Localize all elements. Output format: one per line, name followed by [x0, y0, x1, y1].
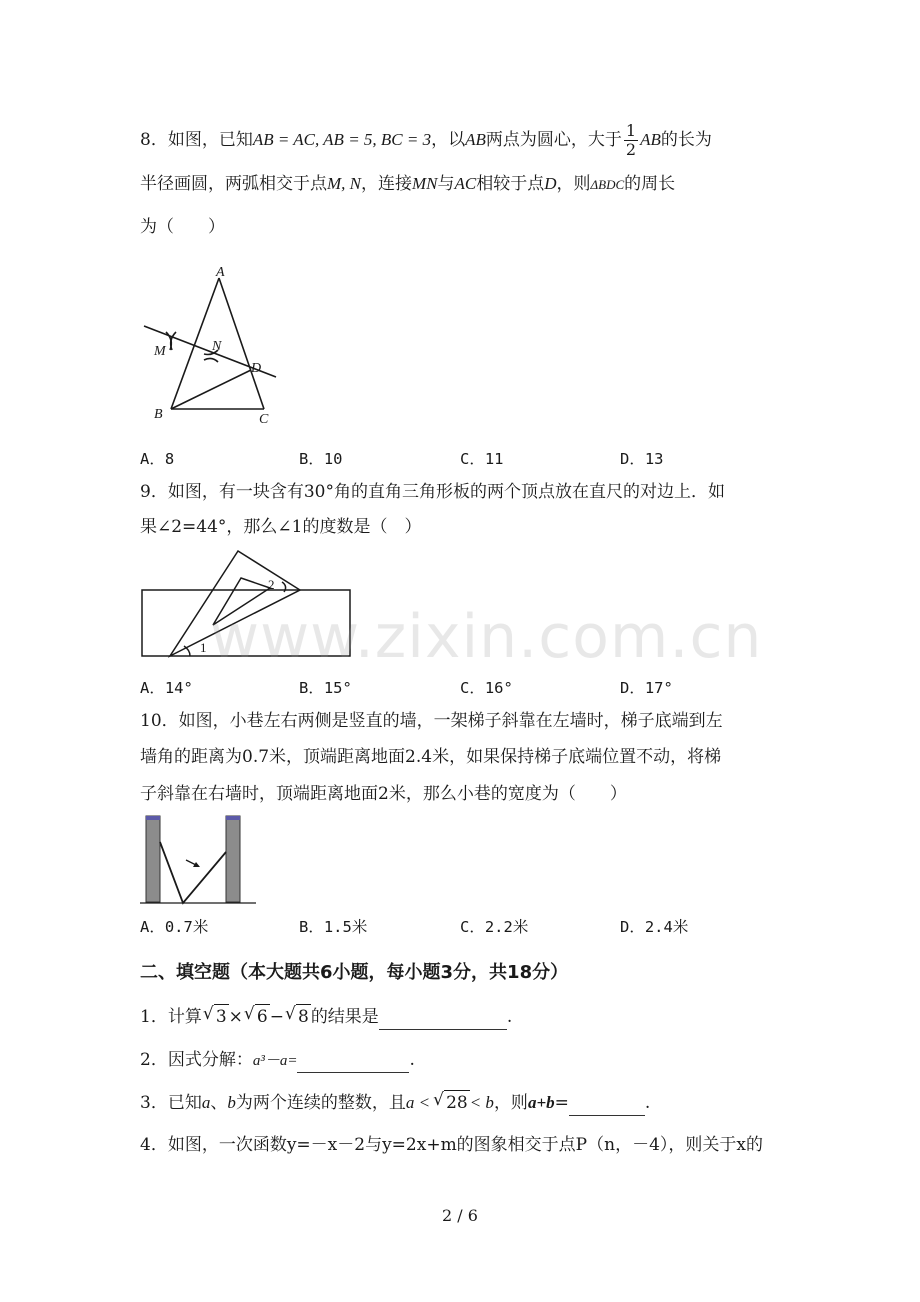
q8-ab: AB [640, 130, 661, 149]
q8-text: 的周长 [624, 174, 676, 194]
answer-blank[interactable] [297, 1048, 409, 1073]
var-a: a [201, 1093, 211, 1112]
label-c: C [259, 412, 269, 427]
angle-1-label: 1 [200, 640, 207, 655]
left-wall [146, 816, 160, 902]
q9-line2: 果∠2=44°，那么∠1的度数是（ ） [140, 517, 422, 537]
sqrt-6: √ 6 [255, 1004, 270, 1029]
section-heading: 二、填空题（本大题共6小题，每小题3分，共18分） [140, 962, 569, 983]
fill-3-text: 3．已知 [140, 1093, 202, 1113]
ladders [160, 842, 226, 903]
fill-3-text: ，则 [493, 1093, 528, 1113]
q8-points: M, N [327, 174, 361, 193]
q8-line2 [140, 172, 675, 197]
label-a: A [216, 265, 225, 280]
q8-text: 两点为圆心，大于 [485, 130, 622, 150]
fill-2 [140, 1048, 415, 1073]
q9-line1: 9．如图，有一块含有30°角的直角三角形板的两个顶点放在直尺的对边上．如 [140, 482, 725, 502]
label-d: D [251, 361, 262, 376]
q8-equation: AB = AC, AB = 5, BC = 3 [252, 130, 432, 149]
fill-1-text: 的结果是 [310, 1007, 379, 1027]
minus-sign: − [269, 1007, 284, 1027]
q10-option-d[interactable]: D．2.4米 [620, 918, 689, 936]
q10-option-c[interactable]: C．2.2米 [460, 918, 529, 936]
arc-n2 [204, 358, 218, 362]
q8-text: ，连接 [361, 174, 412, 194]
right-wall-cap [226, 816, 240, 820]
equals-sign: = [554, 1093, 569, 1113]
fill-2-expression: a³－a= [252, 1053, 298, 1069]
q8-text: ，则 [556, 174, 591, 194]
q8-option-d[interactable]: D．13 [620, 450, 664, 468]
q10-option-a[interactable]: A．0.7米 [140, 918, 209, 936]
q8-text: 相较于点 [476, 174, 545, 194]
q8-point: D [544, 174, 557, 193]
q8-ab: AB [465, 130, 486, 149]
q8-option-c[interactable]: C．11 [460, 450, 504, 468]
q9-option-c[interactable]: C．16° [460, 679, 513, 697]
q8-fraction [624, 122, 638, 159]
arc-m2 [171, 332, 176, 350]
fill-4-line1: 4．如图，一次函数y=－x－2与y=2x+m的图象相交于点P（n，－4），则关于x的 [140, 1135, 763, 1155]
sqrt-3: √ 3 [214, 1004, 229, 1029]
q8-option-b[interactable]: B．10 [299, 450, 343, 468]
sum-expression: a+b [527, 1093, 555, 1112]
fill-1 [140, 1004, 512, 1030]
q10-figure [138, 812, 260, 908]
q8-text: 半径画圆，两弧相交于点 [140, 174, 327, 194]
period: . [409, 1050, 415, 1070]
inequality-left: a < [405, 1093, 431, 1112]
times-sign: × [228, 1007, 243, 1027]
label-m: M [154, 344, 166, 359]
q10-line2: 墙角的距离为0.7米，顶端距离地面2.4米，如果保持梯子底端位置不动，将梯 [140, 747, 722, 767]
q8-option-a[interactable]: A．8 [140, 450, 175, 468]
inequality-right: < b [469, 1093, 494, 1112]
q9-option-a[interactable]: A．14° [140, 679, 193, 697]
answer-blank[interactable] [379, 1005, 507, 1030]
label-b: B [154, 407, 163, 422]
label-n: N [212, 339, 222, 354]
fraction-numerator: 1 [625, 121, 637, 140]
q8-segment: AC [454, 174, 477, 193]
period: . [506, 1007, 513, 1027]
q8-text: ，以 [431, 130, 466, 150]
q10-line3: 子斜靠在右墙时，顶端距离地面2米，那么小巷的宽度为（ ） [140, 784, 627, 804]
q8-figure [136, 262, 286, 430]
watermark: www.zixin.com.cn [210, 602, 763, 672]
sqrt-28: √ 28 [444, 1090, 470, 1115]
q10-option-b[interactable]: B．1.5米 [299, 918, 368, 936]
period: . [644, 1093, 651, 1113]
angle-2-label: 2 [268, 577, 275, 592]
page-number: 2 / 6 [442, 1206, 478, 1225]
q9-option-d[interactable]: D．17° [620, 679, 673, 697]
fraction-denominator: 2 [625, 140, 637, 159]
left-wall-cap [146, 816, 160, 820]
var-b: b [227, 1093, 236, 1112]
q10-line1: 10．如图，小巷左右两侧是竖直的墙，一架梯子斜靠在左墙时，梯子底端到左 [140, 711, 723, 731]
sqrt-8: √ 8 [296, 1004, 311, 1029]
q8-text: 与 [437, 174, 455, 194]
q8-text: 的长为 [660, 130, 712, 150]
fill-3 [140, 1090, 650, 1116]
fill-2-text: 2．因式分解： [140, 1050, 253, 1070]
separator: 、 [210, 1093, 228, 1113]
answer-blank[interactable] [569, 1091, 645, 1116]
angle-1-arc [184, 646, 190, 656]
q8-line1 [140, 122, 712, 159]
q8-number: 8．如图，已知 [140, 130, 253, 150]
q8-segment: MN [412, 174, 438, 193]
fill-1-text: 1．计算 [140, 1007, 202, 1027]
fill-3-text: 为两个连续的整数，且 [235, 1093, 406, 1113]
segment-ac [219, 278, 264, 409]
q9-option-b[interactable]: B．15° [299, 679, 352, 697]
q8-line3: 为（ ） [140, 217, 225, 237]
q8-triangle: ΔBDC [590, 177, 625, 192]
right-wall [226, 816, 240, 902]
